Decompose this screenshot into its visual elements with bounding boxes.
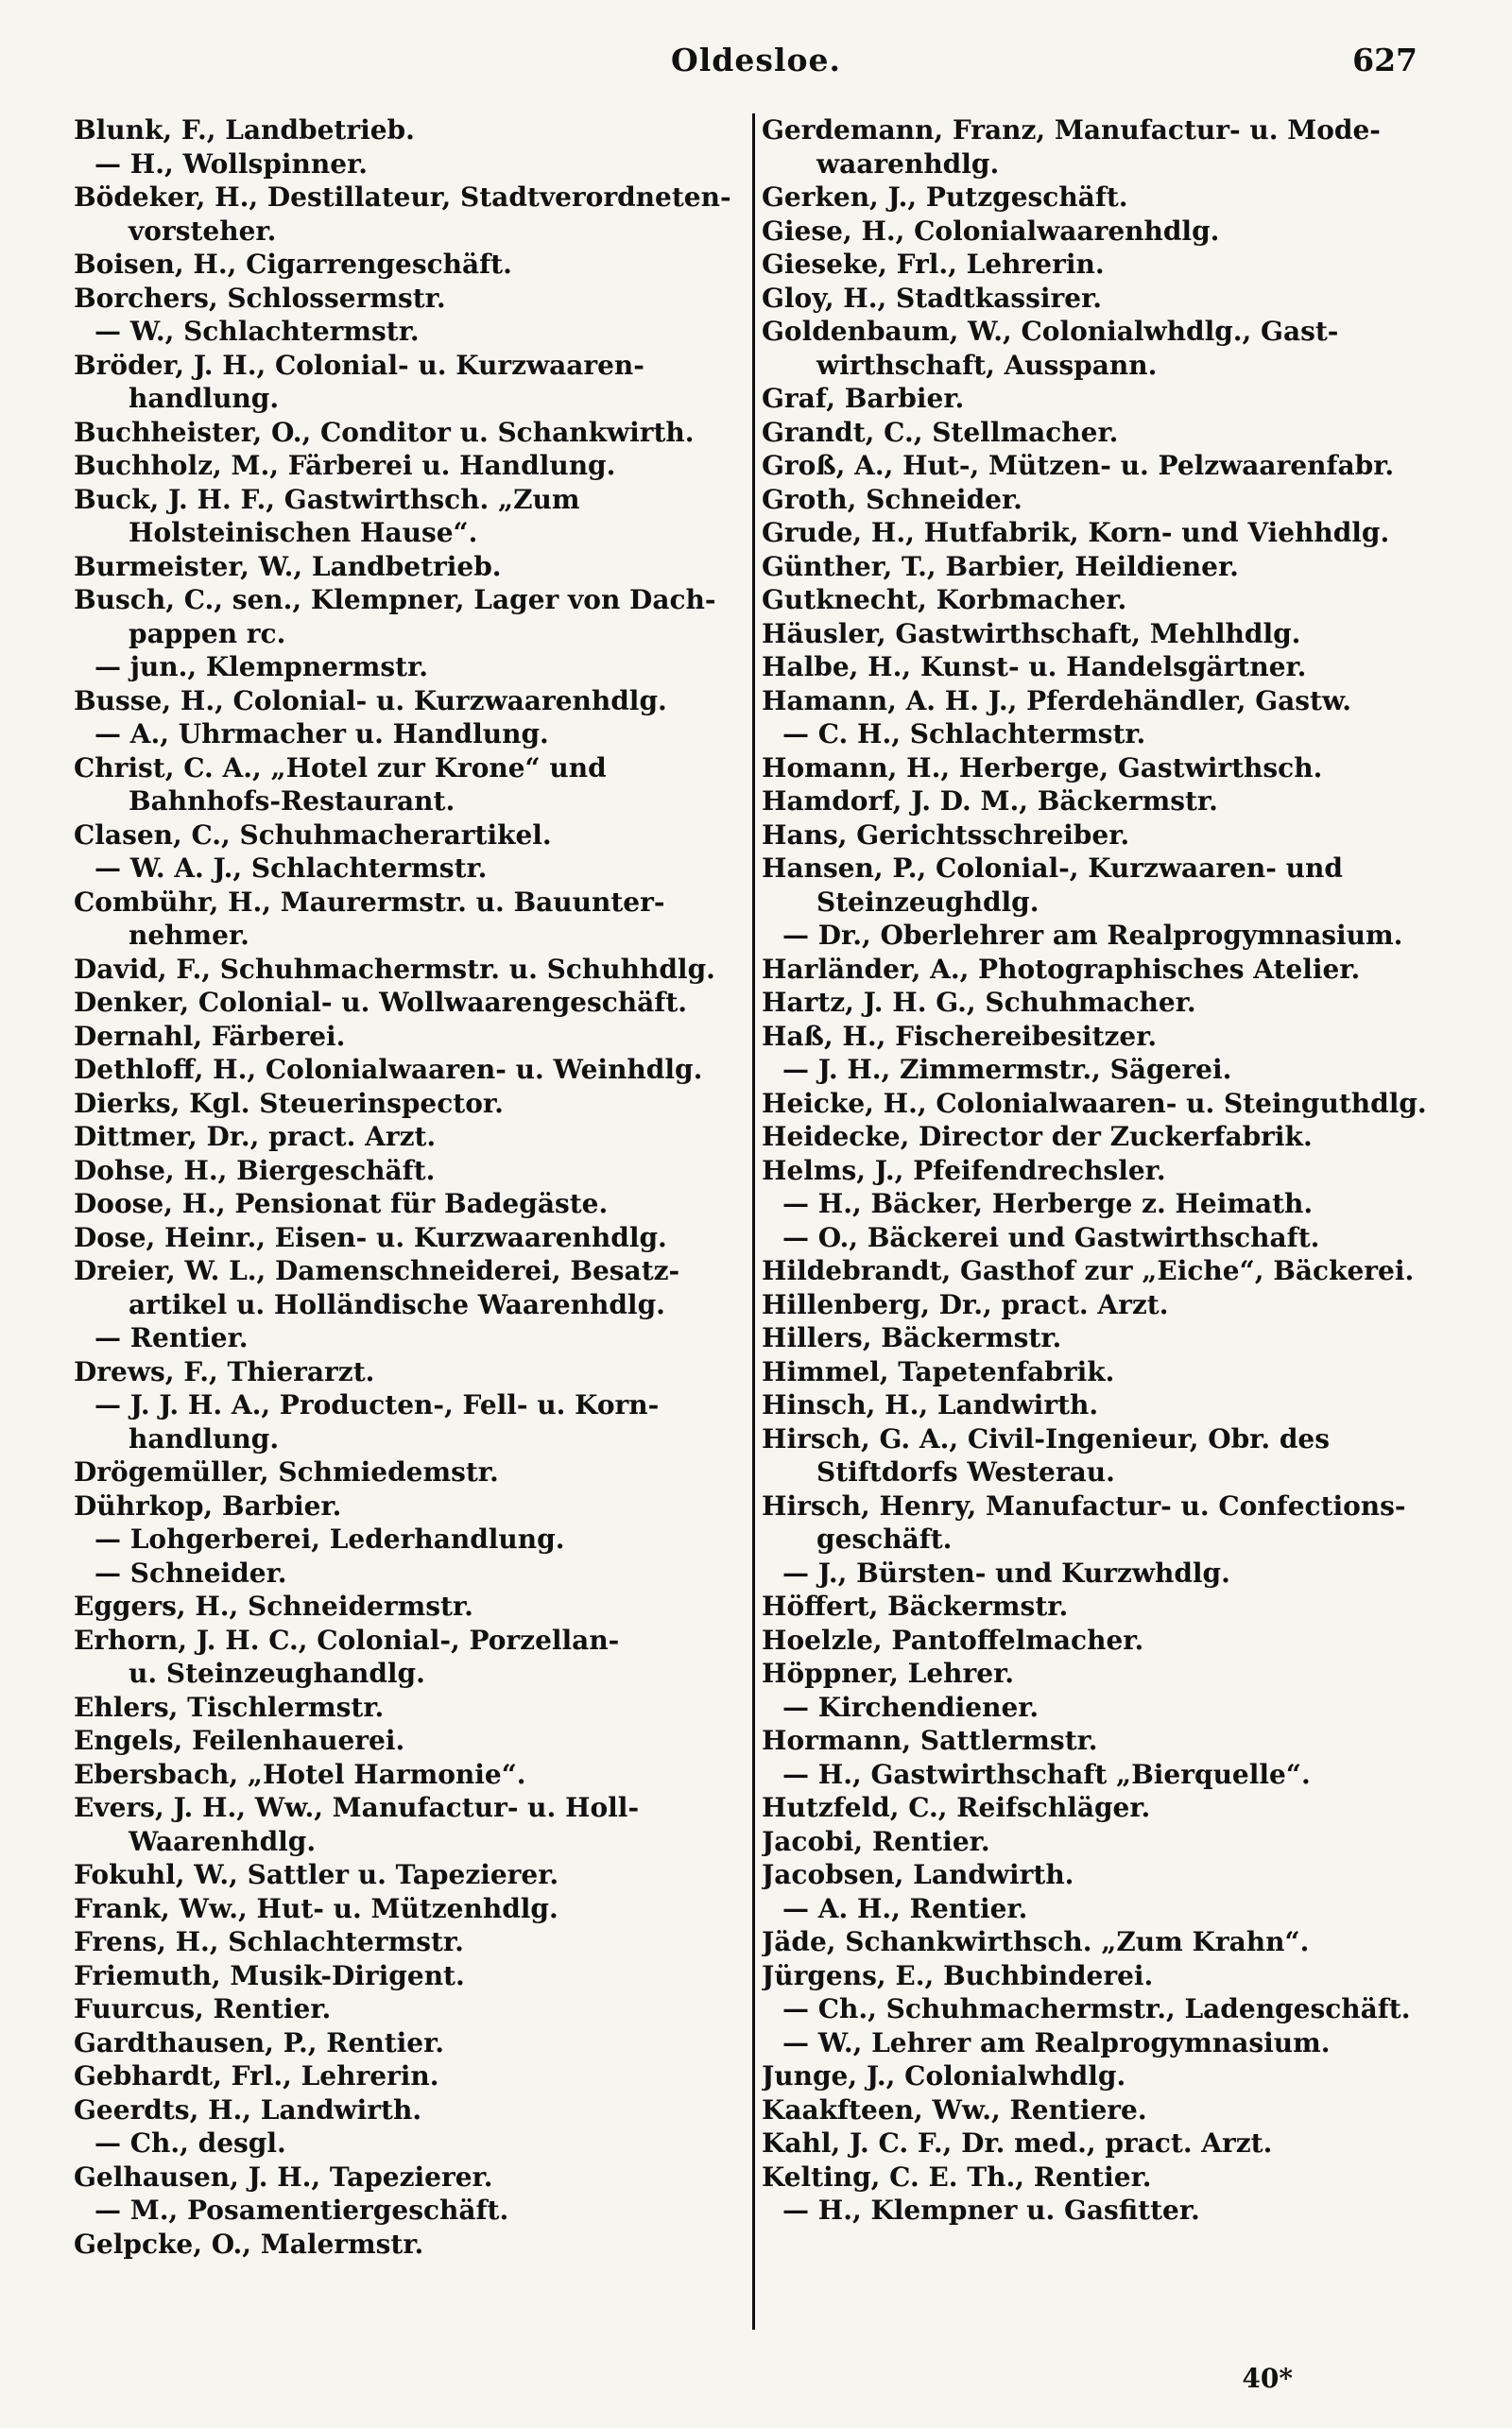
directory-entry: Gerken, J., Putzgeschäft. (762, 181, 1128, 213)
directory-entry: Blunk, F., Landbetrieb. (74, 114, 415, 146)
directory-entry: Häusler, Gastwirthschaft, Mehlhdlg. (762, 617, 1301, 649)
directory-entry: — Kirchendiener. (782, 1691, 1040, 1723)
directory-entry: Hutzfeld, C., Reifschläger. (762, 1792, 1151, 1823)
directory-entry: Ebersbach, „Hotel Harmonie“. (74, 1758, 526, 1790)
directory-entry: Hoelzle, Pantoffelmacher. (762, 1624, 1144, 1656)
directory-entry: Hamann, A. H. J., Pferdehändler, Gastw. (762, 684, 1352, 716)
directory-entry: Gelpcke, O., Malermstr. (74, 2228, 424, 2260)
directory-entry: Heidecke, Director der Zuckerfabrik. (762, 1121, 1313, 1152)
page-number: 627 (1352, 42, 1418, 78)
directory-entry: Günther, T., Barbier, Heildiener. (762, 550, 1239, 582)
directory-entry: Hamdorf, J. D. M., Bäckermstr. (762, 785, 1218, 817)
right-column (762, 113, 1442, 2363)
directory-entry: Burmeister, W., Landbetrieb. (74, 550, 502, 582)
directory-entry: Kelting, C. E. Th., Rentier. (762, 2161, 1152, 2193)
directory-entry: Heicke, H., Colonialwaaren- u. Steinguthdlg. (762, 1087, 1427, 1119)
directory-entry: Erhorn, J. H. C., Colonial-, Porzellan- (74, 1624, 620, 1656)
directory-entry: Christ, C. A., „Hotel zur Krone“ und (74, 751, 607, 784)
directory-entry: Haß, H., Fischereibesitzer. (762, 1020, 1158, 1052)
directory-entry: Dose, Heinr., Eisen- u. Kurzwaarenhdlg. (74, 1221, 667, 1253)
directory-entry: Junge, J., Colonialwhdlg. (762, 2060, 1126, 2092)
entry-continuation: handlung. (129, 1422, 280, 1455)
directory-entry: Helms, J., Pfeifendrechsler. (762, 1154, 1166, 1186)
directory-entry: — H., Gastwirthschaft „Bierquelle“. (782, 1758, 1311, 1790)
entry-continuation: Steinzeughdlg. (816, 886, 1040, 918)
directory-entry: Grandt, C., Stellmacher. (762, 416, 1119, 448)
directory-entry: Bröder, J. H., Colonial- u. Kurzwaaren- (74, 349, 644, 381)
directory-entry: Engels, Feilenhauerei. (74, 1725, 405, 1756)
directory-entry: — W. A. J., Schlachtermstr. (94, 852, 488, 884)
directory-entry: — jun., Klempnermstr. (94, 651, 429, 682)
directory-entry: Hormann, Sattlermstr. (762, 1725, 1098, 1756)
directory-entry: Fokuhl, W., Sattler u. Tapezierer. (74, 1859, 559, 1890)
directory-entry: Giese, H., Colonialwaarenhdlg. (762, 215, 1220, 247)
directory-entry: Doose, H., Pensionat für Badegäste. (74, 1188, 609, 1219)
directory-entry: Frens, H., Schlachtermstr. (74, 1926, 464, 1957)
directory-entry: — H., Bäcker, Herberge z. Heimath. (782, 1188, 1314, 1219)
directory-entry: Dittmer, Dr., pract. Arzt. (74, 1121, 437, 1152)
directory-entry: Combühr, H., Maurermstr. u. Bauunter- (74, 886, 665, 918)
directory-entry: Eggers, H., Schneidermstr. (74, 1591, 473, 1622)
directory-entry: Dernahl, Färberei. (74, 1020, 346, 1052)
page-title: Oldesloe. (671, 42, 841, 78)
directory-entry: — A. H., Rentier. (782, 1892, 1028, 1924)
directory-entry: Clasen, C., Schuhmacherartikel. (74, 818, 552, 851)
directory-entry: — A., Uhrmacher u. Handlung. (94, 718, 549, 749)
entry-continuation: nehmer. (129, 920, 249, 951)
entry-continuation: Waarenhdlg. (129, 1825, 317, 1857)
directory-entry: Friemuth, Musik-Dirigent. (74, 1959, 465, 1991)
directory-entry: Buchholz, M., Färberei u. Handlung. (74, 450, 616, 481)
directory-entry: Borchers, Schlossermstr. (74, 282, 446, 314)
directory-entry: Gloy, H., Stadtkassirer. (762, 282, 1103, 314)
signature-mark: 40* (1242, 2363, 1293, 2394)
directory-entry: — W., Lehrer am Realprogymnasium. (782, 2026, 1331, 2058)
directory-entry: Buchheister, O., Conditor u. Schankwirth. (74, 416, 695, 448)
directory-entry: Jürgens, E., Buchbinderei. (762, 1959, 1154, 1991)
directory-entry: Jacobi, Rentier. (762, 1825, 990, 1857)
directory-entry: Kahl, J. C. F., Dr. med., pract. Arzt. (762, 2127, 1273, 2159)
entry-continuation: Holsteinischen Hause“. (129, 517, 478, 548)
directory-entry: Harländer, A., Photographisches Atelier. (762, 953, 1361, 985)
directory-entry: — C. H., Schlachtermstr. (782, 718, 1146, 749)
directory-entry: Kaakfteen, Ww., Rentiere. (762, 2093, 1147, 2126)
directory-entry: — Ch., desgl. (94, 2127, 286, 2159)
directory-entry: Jäde, Schankwirthsch. „Zum Krahn“. (762, 1926, 1310, 1957)
directory-entry: — Lohgerberei, Lederhandlung. (94, 1524, 565, 1555)
directory-entry: Boisen, H., Cigarrengeschäft. (74, 249, 512, 280)
directory-entry: Evers, J. H., Ww., Manufactur- u. Holl- (74, 1792, 640, 1823)
entry-continuation: Stiftdorfs Westerau. (816, 1456, 1115, 1488)
directory-entry: Jacobsen, Landwirth. (762, 1859, 1074, 1890)
directory-entry: Hildebrandt, Gasthof zur „Eiche“, Bäckerei. (762, 1255, 1415, 1286)
directory-entry: Dethloff, H., Colonialwaaren- u. Weinhdlg. (74, 1054, 703, 1085)
directory-entry: — Ch., Schuhmachermstr., Ladengeschäft. (782, 1993, 1411, 2024)
directory-entry: Busse, H., Colonial- u. Kurzwaarenhdlg. (74, 684, 667, 716)
directory-entry: Hinsch, H., Landwirth. (762, 1389, 1099, 1421)
directory-entry: Himmel, Tapetenfabrik. (762, 1355, 1115, 1387)
directory-entry: — J. J. H. A., Producten-, Fell- u. Korn- (94, 1389, 660, 1421)
directory-entry: Graf, Barbier. (762, 383, 965, 414)
directory-entry: Höffert, Bäckermstr. (762, 1591, 1069, 1622)
directory-entry: Gelhausen, J. H., Tapezierer. (74, 2161, 493, 2193)
directory-entry: Gebhardt, Frl., Lehrerin. (74, 2060, 439, 2092)
directory-entry: Drögemüller, Schmiedemstr. (74, 1456, 499, 1488)
directory-entry: — W., Schlachtermstr. (94, 316, 420, 347)
directory-entry: Gutknecht, Korbmacher. (762, 584, 1127, 615)
directory-entry: — J. H., Zimmermstr., Sägerei. (782, 1054, 1232, 1085)
directory-entry: — H., Wollspinner. (94, 147, 368, 180)
directory-entry: Gerdemann, Franz, Manufactur- u. Mode- (762, 114, 1381, 146)
directory-entry: Drews, F., Thierarzt. (74, 1355, 375, 1387)
directory-entry: Homann, H., Herberge, Gastwirthsch. (762, 751, 1323, 784)
directory-entry: Dierks, Kgl. Steuerinspector. (74, 1087, 504, 1119)
directory-entry: Busch, C., sen., Klempner, Lager von Dach- (74, 584, 716, 615)
directory-entry: Hansen, P., Colonial-, Kurzwaaren- und (762, 852, 1343, 884)
directory-entry: Hirsch, G. A., Civil-Ingenieur, Obr. des (762, 1422, 1331, 1455)
entry-continuation: waarenhdlg. (816, 147, 1000, 180)
directory-entry: — Dr., Oberlehrer am Realprogymnasium. (782, 920, 1403, 951)
entry-continuation: pappen rc. (129, 617, 286, 649)
directory-entry: Buck, J. H. F., Gastwirthsch. „Zum (74, 483, 580, 515)
directory-entry: Groß, A., Hut-, Mützen- u. Pelzwaarenfabr. (762, 450, 1395, 481)
directory-entry: Halbe, H., Kunst- u. Handelsgärtner. (762, 651, 1307, 682)
directory-entry: Hans, Gerichtsschreiber. (762, 818, 1130, 851)
directory-entry: Dreier, W. L., Damenschneiderei, Besatz- (74, 1255, 680, 1286)
directory-entry: Frank, Ww., Hut- u. Mützenhdlg. (74, 1892, 558, 1924)
directory-entry: Ehlers, Tischlermstr. (74, 1691, 385, 1723)
directory-entry: — J., Bürsten- und Kurzwhdlg. (782, 1557, 1230, 1589)
directory-entry: Grude, H., Hutfabrik, Korn- und Viehhdlg. (762, 517, 1390, 548)
page-header (0, 42, 1512, 89)
directory-entry: Hillenberg, Dr., pract. Arzt. (762, 1288, 1169, 1320)
entry-continuation: artikel u. Holländische Waarenhdlg. (129, 1288, 665, 1320)
directory-entry: Geerdts, H., Landwirth. (74, 2093, 422, 2126)
directory-entry: David, F., Schuhmachermstr. u. Schuhhdlg. (74, 953, 715, 985)
directory-entry: Denker, Colonial- u. Wollwaarengeschäft. (74, 987, 688, 1018)
directory-entry: — Schneider. (94, 1557, 287, 1589)
entry-continuation: u. Steinzeughandlg. (129, 1658, 425, 1689)
directory-entry: Dührkop, Barbier. (74, 1490, 342, 1522)
directory-entry: Hirsch, Henry, Manufactur- u. Confections- (762, 1490, 1406, 1522)
directory-entry: Hartz, J. H. G., Schuhmacher. (762, 987, 1196, 1018)
directory-entry: Groth, Schneider. (762, 483, 1022, 515)
directory-entry: Bödeker, H., Destillateur, Stadtverordneten- (74, 181, 731, 213)
directory-entry: Gieseke, Frl., Lehrerin. (762, 249, 1105, 280)
column-divider (752, 113, 755, 2330)
entry-continuation: handlung. (129, 383, 280, 414)
directory-entry: — Rentier. (94, 1322, 249, 1353)
directory-entry: — M., Posamentiergeschäft. (94, 2195, 509, 2226)
entry-continuation: Bahnhofs-Restaurant. (129, 785, 455, 817)
entry-continuation: wirthschaft, Ausspann. (816, 349, 1158, 381)
directory-entry: Fuurcus, Rentier. (74, 1993, 332, 2024)
directory-entry: — O., Bäckerei und Gastwirthschaft. (782, 1221, 1320, 1253)
directory-entry: Goldenbaum, W., Colonialwhdlg., Gast- (762, 316, 1339, 347)
entry-continuation: vorsteher. (129, 215, 277, 247)
directory-entry: — H., Klempner u. Gasfitter. (782, 2195, 1200, 2226)
left-column (74, 113, 773, 2363)
directory-entry: Hillers, Bäckermstr. (762, 1322, 1062, 1353)
entry-continuation: geschäft. (816, 1524, 953, 1555)
directory-entry: Gardthausen, P., Rentier. (74, 2026, 445, 2058)
directory-entry: Dohse, H., Biergeschäft. (74, 1154, 436, 1186)
directory-entry: Höppner, Lehrer. (762, 1658, 1015, 1689)
